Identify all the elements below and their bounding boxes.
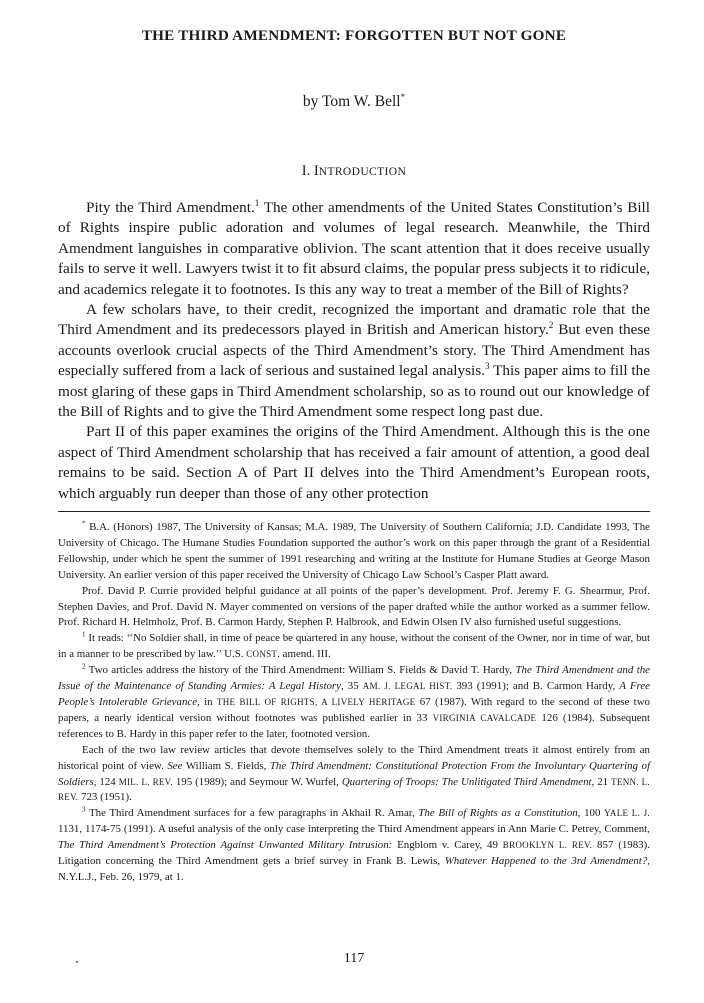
footnote-smallcaps: THE BILL OF RIGHTS, A LIVELY HERITAGE bbox=[216, 696, 416, 707]
section-numeral: I. bbox=[301, 163, 311, 179]
footnote-text: Prof. David P. Currie provided helpful guidance at all points of the paper’s development. Prof. Jeremy F. G. Shearmur, Prof. Stephen Davies, and Prof. David N. Mayer commented on versions of the paper drafted while the author worked as a summer fellow. Prof. Richard H. Helmholz, Prof. B. Carmon Hardy, Stephen P. Halbrook, and Edwin Olsen IV also furnished useful suggestions. bbox=[58, 584, 650, 629]
footnote-ref: 1 bbox=[254, 197, 260, 208]
paragraph bbox=[58, 198, 650, 300]
footnote-mark: 3 bbox=[82, 805, 86, 814]
section-first-letter: I bbox=[313, 163, 319, 179]
footnote-3 bbox=[58, 806, 650, 886]
footnote-text: , in bbox=[197, 695, 217, 708]
footnote-italic: The Bill of Rights as a Constitution bbox=[418, 807, 578, 820]
paragraph-text: The other amendments of the United States Constitution’s Bill of Rights inspire public adoration and volumes of legal research. Meanwhile, the Third Amendment languishes in comparative oblivion. The scant attention that it does receive usually fails to serve it well. Lawyers twist it to fit absurd claims, the popular press subjects it to ridicule, and academics relegate it to footnotes. Is this any way to treat a member of the Bill of Rights? bbox=[58, 199, 650, 298]
footnote-smallcaps: CONST bbox=[246, 649, 278, 660]
paragraph bbox=[58, 300, 650, 422]
footnote-text: 857 (1983). Litigation concerning the Third Amendment gets a brief survey in Frank B. Lewis, bbox=[58, 839, 650, 868]
footnote-smallcaps: BROOKLYN L. REV. bbox=[502, 840, 593, 851]
footnote-ref: 3 bbox=[484, 361, 490, 372]
footnote-text: 126 (1984). Subsequent references to B. Hardy in this paper refer to the later, footnoted version. bbox=[58, 711, 650, 740]
footnote-italic: The Third Amendment’s Protection Against Unwanted Military Intrusion: bbox=[58, 839, 393, 852]
footnote-italic: A Free People’s Intolerable Grievance bbox=[58, 680, 651, 708]
paragraph-text: Pity the Third Amendment. bbox=[86, 199, 255, 216]
footnote-italic: Whatever Happened to the 3rd Amendment? bbox=[444, 855, 648, 868]
footnote-ref: 2 bbox=[548, 320, 554, 331]
scan-speck bbox=[76, 961, 78, 963]
footnote-text: B.A. (Honors) 1987, The University of Kansas; M.A. 1989, The University of Southern California; J.D. Candidate 1993, The University of Chicago. The Humane Studies Foundation supported the author’s work on this paper through the grant of a Residential Fellowship, under which he spent the summer of 1991 researching and writing at the Institute for Humane Studies at George Mason University. An earlier version of this paper received the University of Chicago Law School’s Casper Platt award. bbox=[58, 521, 650, 581]
footnote-star bbox=[58, 520, 650, 584]
footnote-text: , 21 bbox=[591, 775, 612, 788]
footnote-text: Engblom v. Carey, 49 bbox=[392, 839, 503, 852]
footnote-text: William S. Fields, bbox=[182, 759, 270, 772]
page-number: 117 bbox=[343, 951, 365, 966]
footnote-text: , 35 bbox=[341, 680, 363, 693]
footnote-smallcaps: AM. J. LEGAL HIST. bbox=[362, 681, 453, 692]
footnote-italic: See bbox=[167, 759, 183, 772]
footnote-italic: The Third Amendment: Constitutional Protection From the Involuntary Quartering of Soldiers bbox=[58, 759, 651, 788]
footnote-text: . amend. III. bbox=[277, 648, 331, 661]
footnote-smallcaps: YALE L. J. bbox=[604, 808, 650, 819]
section-title-rest: NTRODUCTION bbox=[318, 166, 407, 178]
footnote-smallcaps: MIL. L. REV. bbox=[118, 776, 173, 787]
paragraph-text: But even these accounts overlook crucial aspects of the Third Amendment’s story. The Third Amendment has especially suffered from a lack of serious and sustained legal analysis. bbox=[58, 321, 650, 380]
footnote-2-continued bbox=[58, 743, 650, 807]
paragraph-text: This paper aims to fill the most glaring of these gaps in Third Amendment scholarship, so as to round out our knowledge of the Bill of Rights and to give the Third Amendment some respect long past due. bbox=[58, 362, 650, 421]
author-byline bbox=[58, 93, 650, 111]
footnote-smallcaps: TENN. L. REV. bbox=[58, 776, 650, 803]
paragraph bbox=[58, 422, 650, 504]
body-text bbox=[58, 198, 650, 504]
footnotes bbox=[58, 520, 650, 886]
footnote-divider bbox=[58, 511, 650, 512]
footnote-text: 393 (1991); and B. Carmon Hardy, bbox=[452, 680, 620, 693]
footnote-text: , 124 bbox=[93, 775, 119, 788]
footnote-star-continued bbox=[58, 584, 650, 632]
footnote-2 bbox=[58, 663, 650, 743]
footnote-text: Each of the two law review articles that devote themselves solely to the Third Amendment treats it almost entirely from an historical point of view. bbox=[58, 743, 650, 772]
footnote-mark: * bbox=[82, 519, 86, 528]
footnote-mark: 1 bbox=[82, 630, 86, 639]
footnote-text: 195 (1989); and Seymour W. Wurfel, bbox=[172, 775, 342, 788]
paragraph-text: Part II of this paper examines the origins of the Third Amendment. Although this is the one aspect of Third Amendment scholarship that has received a fair amount of attention, a good deal remains to be said. Section A of Part II delves into the Third Amendment’s European roots, which arguably run deeper than those of any other protection bbox=[58, 423, 650, 502]
footnote-text: , 100 bbox=[577, 807, 605, 820]
footnote-smallcaps: VIRGINIA CAVALCADE bbox=[432, 712, 537, 723]
footnote-text: The Third Amendment surfaces for a few paragraphs in Akhail R. Amar, bbox=[85, 807, 419, 820]
footnote-text: , N.Y.L.J., Feb. 26, 1979, at 1. bbox=[58, 855, 651, 883]
author-name: by Tom W. Bell bbox=[302, 93, 401, 110]
paragraph-text: A few scholars have, to their credit, recognized the important and dramatic role that the Third Amendment and its predecessors played in British and American history. bbox=[58, 301, 650, 339]
author-footnote-mark: * bbox=[400, 91, 406, 102]
footnote-italic: Quartering of Troops: The Unlitigated Third Amendment bbox=[341, 775, 592, 788]
footnote-text: It reads: ‘‘No Soldier shall, in time of peace be quartered in any house, without the consent of the Owner, nor in time of war, but in a manner to be prescribed by law.’’ U.S. bbox=[58, 632, 650, 661]
footnote-italic: The Third Amendment and the Issue of the Maintenance of Standing Armies: A Legal History bbox=[58, 664, 651, 693]
footnote-text: 1131, 1174-75 (1991). A useful analysis of the only case interpreting the Third Amendment appears in Ann Marie C. Petrey, Comment, bbox=[58, 823, 650, 836]
section-heading bbox=[58, 163, 650, 180]
footnote-text: 723 (1951). bbox=[78, 791, 132, 804]
article-title: THE THIRD AMENDMENT: FORGOTTEN BUT NOT GONE bbox=[141, 27, 567, 44]
footnote-1 bbox=[58, 631, 650, 663]
footnote-text: 67 (1987). With regard to the second of these two papers, a nearly identical version without footnotes was published earlier in 33 bbox=[58, 695, 651, 724]
footnote-text: Two articles address the history of the Third Amendment: William S. Fields & David T. Hardy, bbox=[85, 664, 516, 677]
footnote-mark: 2 bbox=[82, 662, 86, 671]
